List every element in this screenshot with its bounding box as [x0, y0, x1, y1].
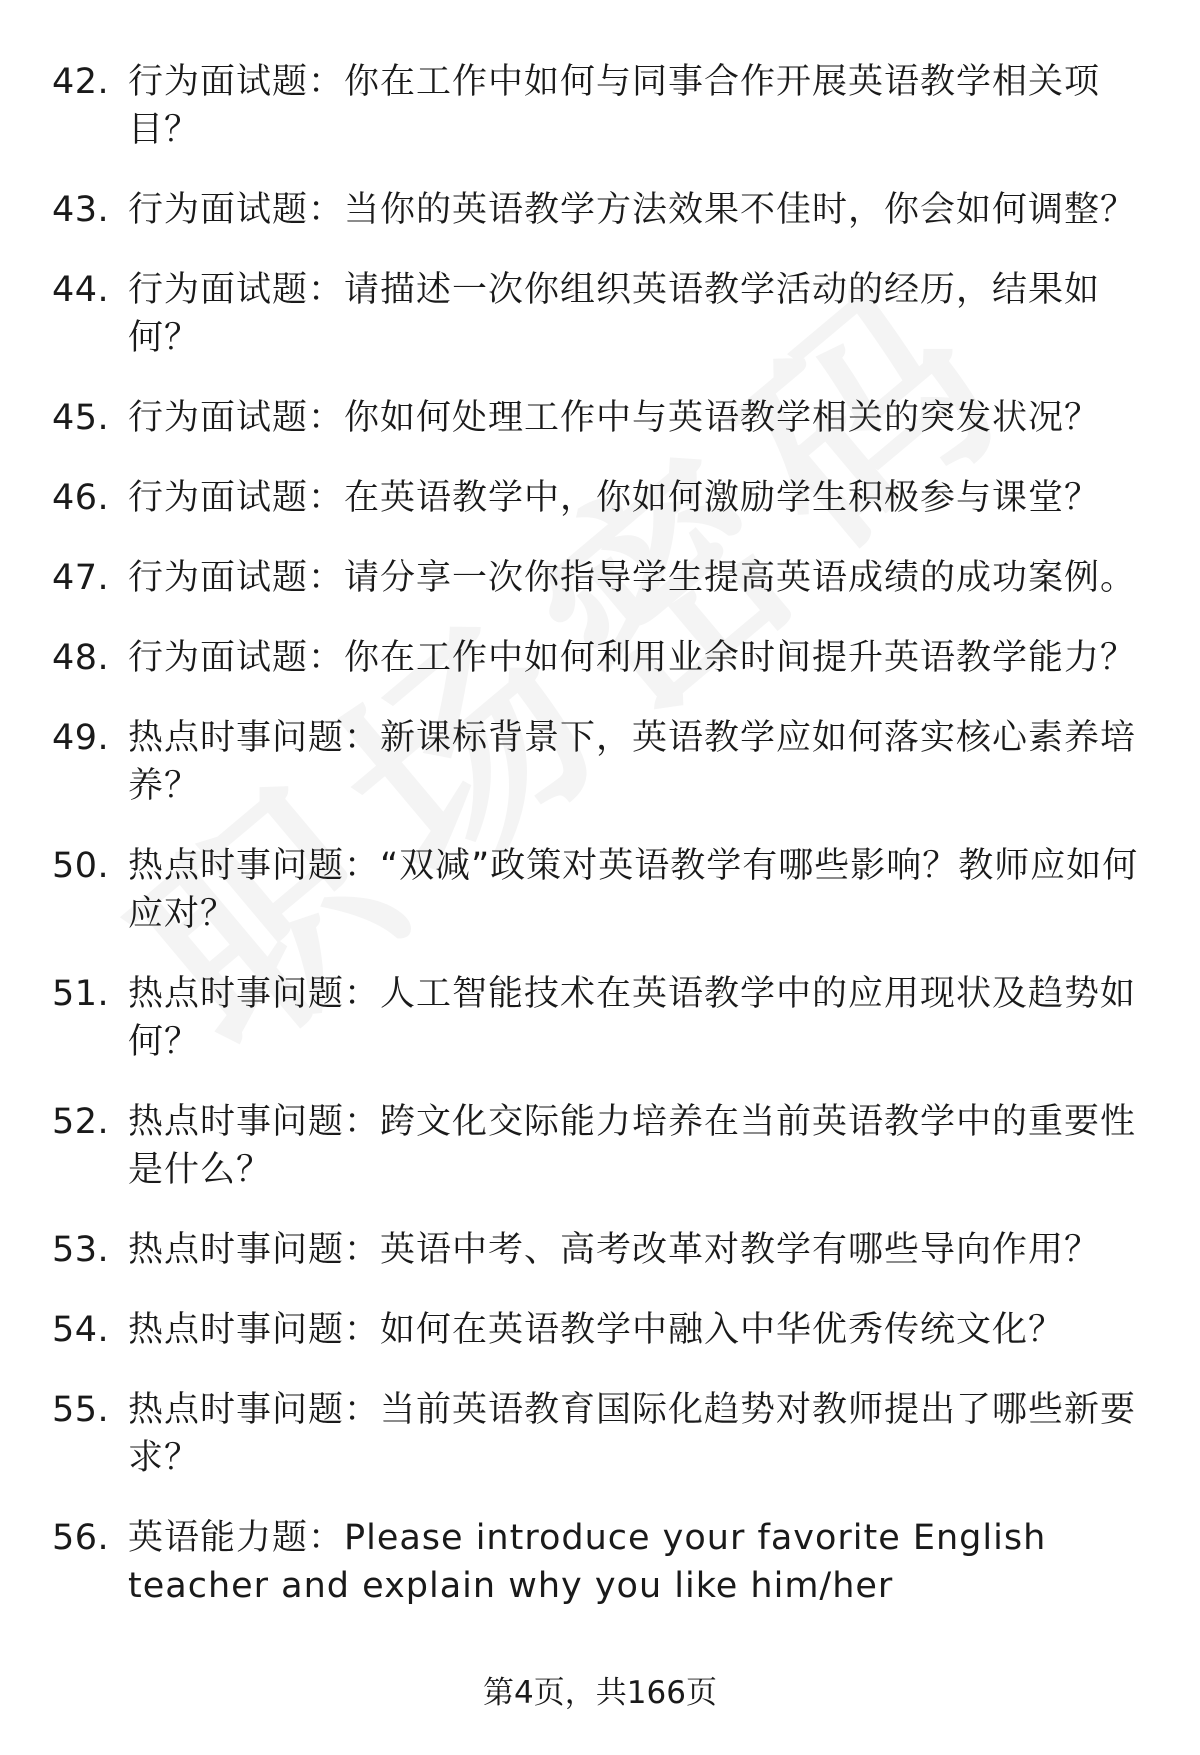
- question-number: 47.: [52, 558, 110, 598]
- question-text: 热点时事问题：“双减”政策对英语教学有哪些影响？教师应如何应对？: [128, 846, 1139, 934]
- question-text: 行为面试题：请描述一次你组织英语教学活动的经历，结果如何？: [128, 270, 1101, 358]
- question-list: [52, 58, 1152, 1642]
- question-item: [52, 58, 1152, 154]
- question-text: 热点时事问题：跨文化交际能力培养在当前英语教学中的重要性是什么？: [128, 1102, 1137, 1190]
- question-number: 48.: [52, 638, 110, 678]
- question-text: 行为面试题：当你的英语教学方法效果不佳时，你会如何调整？: [128, 190, 1137, 230]
- question-text: 英语能力题：Please introduce your favorite English teacher and explain why you like him/her: [128, 1518, 1047, 1606]
- question-number: 54.: [52, 1310, 110, 1350]
- question-item: [52, 970, 1152, 1066]
- question-number: 52.: [52, 1102, 110, 1142]
- question-text: 热点时事问题：新课标背景下，英语教学应如何落实核心素养培养？: [128, 718, 1137, 806]
- question-item: [52, 474, 1152, 522]
- page-number-footer: 第4页，共166页: [483, 1675, 717, 1711]
- question-text: 行为面试题：在英语教学中，你如何激励学生积极参与课堂？: [128, 478, 1101, 518]
- question-number: 46.: [52, 478, 110, 518]
- question-item: [52, 1098, 1152, 1194]
- question-number: 44.: [52, 270, 110, 310]
- question-text: 行为面试题：你在工作中如何与同事合作开展英语教学相关项目？: [128, 62, 1101, 150]
- question-item: [52, 714, 1152, 810]
- question-number: 42.: [52, 62, 110, 102]
- question-number: 49.: [52, 718, 110, 758]
- question-number: 43.: [52, 190, 110, 230]
- question-text: 行为面试题：你在工作中如何利用业余时间提升英语教学能力？: [128, 638, 1137, 678]
- question-item: [52, 186, 1152, 234]
- question-item: [52, 842, 1152, 938]
- question-number: 56.: [52, 1518, 110, 1558]
- question-text: 行为面试题：你如何处理工作中与英语教学相关的突发状况？: [128, 398, 1101, 438]
- question-item: [52, 634, 1152, 682]
- question-item: [52, 1514, 1152, 1610]
- question-text: 热点时事问题：如何在英语教学中融入中华优秀传统文化？: [128, 1310, 1065, 1350]
- question-number: 53.: [52, 1230, 110, 1270]
- question-number: 51.: [52, 974, 110, 1014]
- question-item: [52, 1226, 1152, 1274]
- question-item: [52, 394, 1152, 442]
- question-item: [52, 1306, 1152, 1354]
- question-text: 行为面试题：请分享一次你指导学生提高英语成绩的成功案例。: [128, 558, 1137, 598]
- question-number: 50.: [52, 846, 110, 886]
- question-text: 热点时事问题：当前英语教育国际化趋势对教师提出了哪些新要求？: [128, 1390, 1137, 1478]
- question-item: [52, 266, 1152, 362]
- question-text: 热点时事问题：英语中考、高考改革对教学有哪些导向作用？: [128, 1230, 1101, 1270]
- question-number: 55.: [52, 1390, 110, 1430]
- question-item: [52, 1386, 1152, 1482]
- question-item: [52, 554, 1152, 602]
- question-text: 热点时事问题：人工智能技术在英语教学中的应用现状及趋势如何？: [128, 974, 1137, 1062]
- question-number: 45.: [52, 398, 110, 438]
